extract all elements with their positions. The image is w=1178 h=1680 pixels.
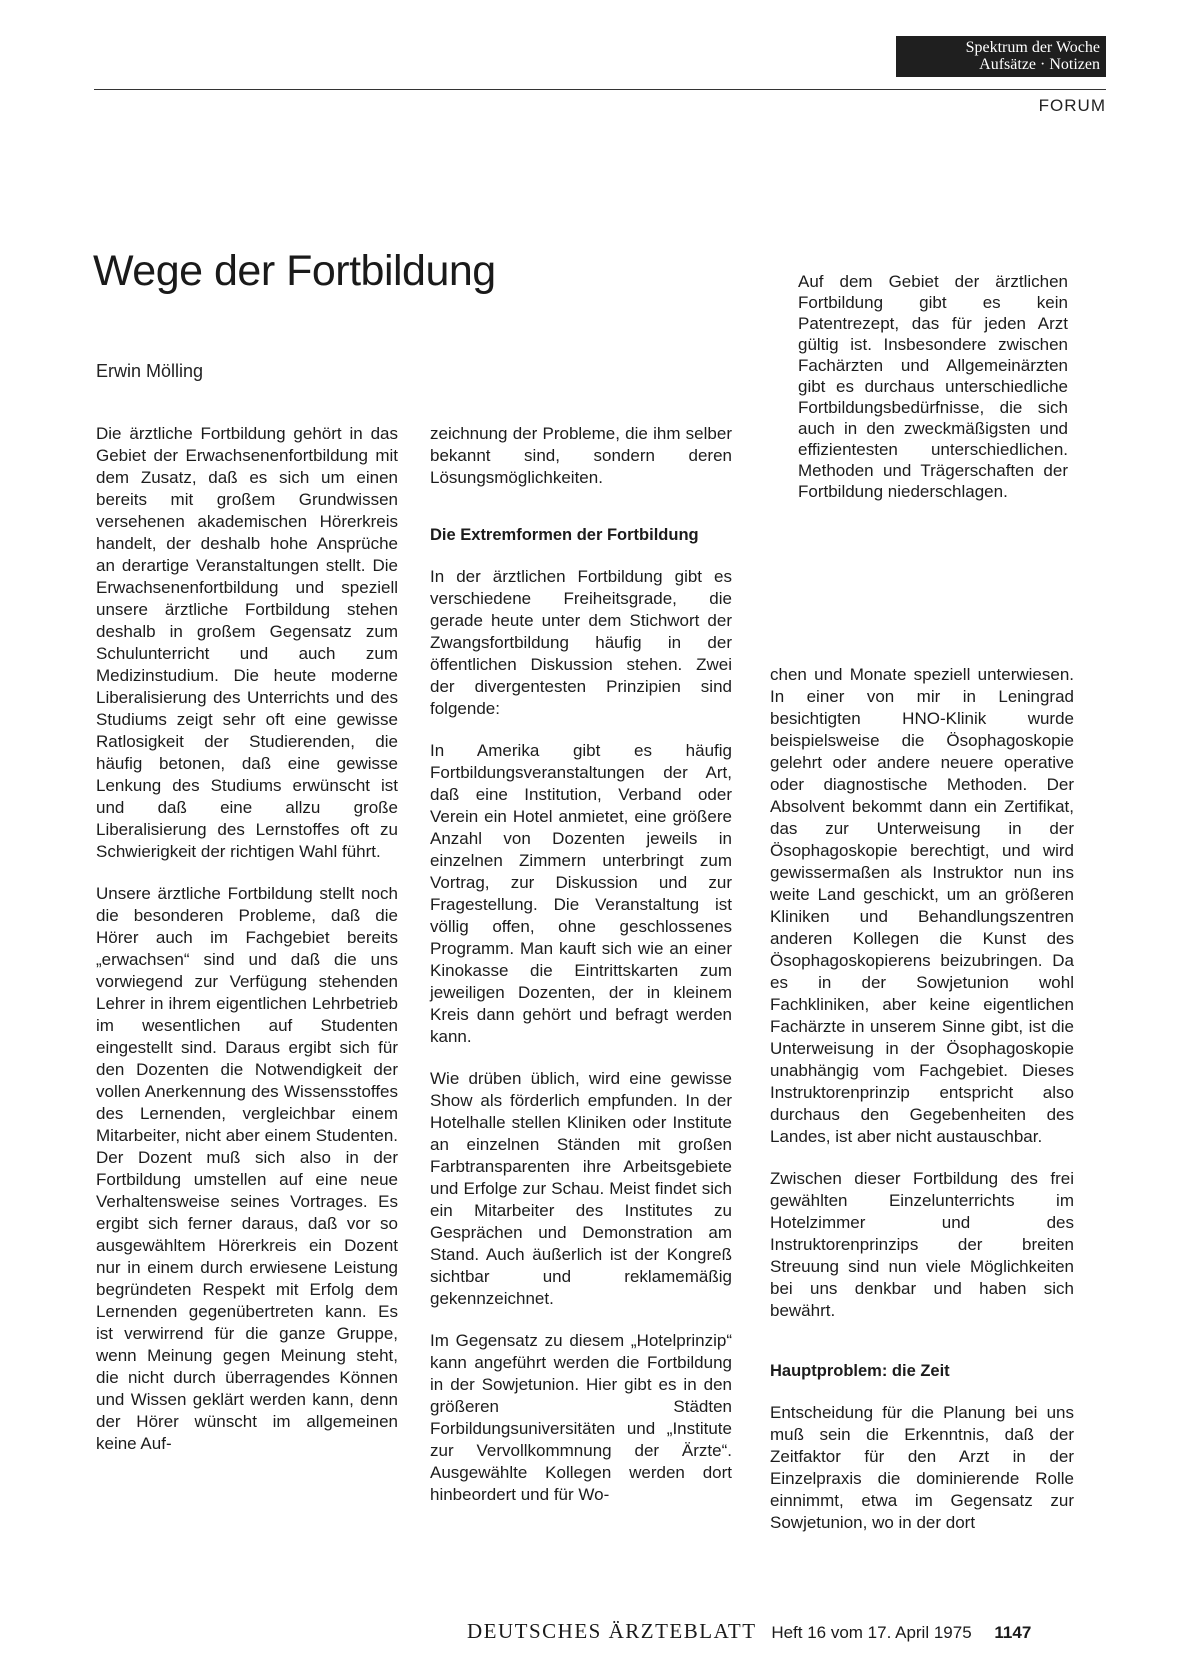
journal-name: DEUTSCHES ÄRZTEBLATT — [467, 1619, 757, 1643]
column-1 — [96, 423, 398, 1455]
paragraph: Entscheidung für die Planung bei uns muß sein die Erkenntnis, daß der Zeitfaktor für den Arzt in der Einzelpraxis die dominierende Rolle einnimmt, etwa im Gegensatz zur Sowjetunion, wo in der dort — [770, 1403, 1074, 1532]
header-rule — [94, 89, 1106, 90]
paragraph: Die ärztliche Fortbildung gehört in das Gebiet der Erwachsenenfortbildung mit dem Zusatz, daß es sich um einen bereits mit großem Grundwissen versehenen akademischen Hörerkreis handelt, der deshalb hohe Ansprüche an derartige Veranstaltungen stellt. Die Erwachsenenfortbildung und speziell unsere ärztliche Fortbildung stehen deshalb in großem Gegensatz zum Schulunterricht und auch zum Medizinstudium. Die heute moderne Liberalisierung des Unterrichts und des Studiums zeigt sehr oft eine gewisse Ratlosigkeit der Studierenden, die häufig betonen, daß eine gewisse Lenkung des Studiums erwünscht ist und daß eine allzu große Liberalisierung des Lernstoffes oft zu Schwierigkeit der richtigen Wahl führt. — [96, 424, 398, 861]
paragraph: Zwischen dieser Fortbildung des frei gewählten Einzelunterrichts im Hotelzimmer und des Instruktorenprinzips der breiten Streuung sind nun viele Möglichkeiten bei uns denkbar und haben sich bewährt. — [770, 1169, 1074, 1320]
paragraph: chen und Monate speziell unterwiesen. In einer von mir in Leningrad besichtigten HNO-Klinik wurde beispielsweise die Ösophagoskopie gelehrt oder andere neuere operative oder diagnostische Methoden. Der Absolvent bekommt dann ein Zertifikat, das zur Unterweisung in der Ösophagoskopie berechtigt, und wird gewissermaßen als Instruktor nun ins weite Land geschickt, um an größeren Kliniken und Behandlungszentren anderen Kollegen die Kunst des Ösophagoskopierens beizubringen. Da es in der Sowjetunion wohl Fachkliniken, aber keine eigentlichen Fachärzte in unserem Sinne gibt, ist die Unterweisung in der Ösophagoskopie unabhängig vom Fachgebiet. Dieses Instruktorenprinzip entspricht also durchaus den Gegebenheiten des Landes, ist aber nicht austauschbar. — [770, 665, 1074, 1146]
section-tag — [896, 36, 1106, 77]
article-author: Erwin Mölling — [96, 361, 204, 381]
page-footer — [467, 1619, 1031, 1644]
intro-box — [798, 271, 1068, 502]
paragraph: Wie drüben üblich, wird eine gewisse Show als förderlich empfunden. In der Hotelhalle stellen Kliniken oder Institute an einzelnen Ständen mit großen Farbtransparenten ihre Arbeitsgebiete und Erfolge zur Schau. Meist findet sich ein Mitarbeiter des Institutes zu Gesprächen und Demonstration am Stand. Auch äußerlich ist der Kongreß sichtbar und reklamemäßig gekennzeichnet. — [430, 1069, 732, 1308]
column-2 — [430, 423, 732, 1506]
paragraph: In Amerika gibt es häufig Fortbildungsveranstaltungen der Art, daß eine Institution, Verband oder Verein ein Hotel anmietet, eine größere Anzahl von Dozenten jeweils in einzelnen Zimmern unterbringt zum Vortrag, zur Diskussion und zur Fragestellung. Die Veranstaltung ist völlig offen, ohne geschlossenes Programm. Man kauft sich wie an einer Kinokasse die Eintrittskarten zum jeweiligen Dozenten, der in kleinem Kreis dann gehört und befragt werden kann. — [430, 741, 732, 1046]
paragraph: In der ärztlichen Fortbildung gibt es verschiedene Freiheitsgrade, die gerade heute unter dem Stichwort der Zwangsfortbildung häufig in der öffentlichen Diskussion stehen. Zwei der divergentesten Prinzipien sind folgende: — [430, 567, 732, 718]
paragraph: Unsere ärztliche Fortbildung stellt noch die besonderen Probleme, daß die Hörer auch im Fachgebiet bereits „erwachsen“ sind und daß die uns vorwiegend zur Verfügung stehenden Lehrer in ihrem eigentlichen Lehrbetrieb im wesentlichen auf Studenten eingestellt sind. Daraus ergibt sich für den Dozenten die Notwendigkeit der vollen Anerkennung des Wissensstoffes des Lernenden, vergleichbar einem Mitarbeiter, nicht aber einem Studenten. Der Dozent muß sich also in der Fortbildung umstellen auf eine neue Verhaltensweise seines Vortrages. Es ergibt sich ferner daraus, daß vor so ausgewähltem Hörerkreis ein Dozent nur in einem durch erwiesene Leistung begründeten Respekt mit Erfolg dem Lernenden gegenübertreten kann. Es ist verwirrend für die ganze Gruppe, wenn Meinung gegen Meinung steht, die nicht durch überragendes Können und Wissen geklärt werden kann, denn der Hörer wünscht im allgemeinen keine Auf- — [96, 884, 398, 1453]
issue-info: Heft 16 vom 17. April 1975 — [771, 1623, 972, 1642]
paragraph: Im Gegensatz zu diesem „Hotelprinzip“ kann angeführt werden die Fortbildung in der Sowjetunion. Hier gibt es in den größeren Städten Forbildungsuniversitäten und „Institute zur Vervollkommnung der Ärzte“. Ausgewählte Kollegen werden dort hinbeordert und für Wo- — [430, 1331, 732, 1504]
article-title: Wege der Fortbildung — [93, 247, 496, 295]
page-number: 1147 — [994, 1623, 1032, 1642]
paragraph: zeichnung der Probleme, die ihm selber bekannt sind, sondern deren Lösungsmöglichkeiten. — [430, 424, 732, 487]
section-heading: Hauptproblem: die Zeit — [770, 1362, 950, 1380]
column-3 — [770, 664, 1074, 1534]
section-tag-line1: Spektrum der Woche — [965, 39, 1100, 56]
category-label: FORUM — [1038, 96, 1106, 115]
section-heading: Die Extremformen der Fortbildung — [430, 526, 699, 544]
intro-text: Auf dem Gebiet der ärztlichen Fortbildung gibt es kein Patentrezept, das für jeden Arzt gültig ist. Insbesondere zwischen Fachärzten und Allgemeinärzten gibt es durchaus unterschiedliche Fortbildungsbedürfnisse, die sich auch in den zweckmäßigsten und effizientesten unterschiedlichen. Methoden und Trägerschaften der Fortbildung niederschlagen. — [798, 272, 1068, 501]
section-tag-line2: Aufsätze · Notizen — [979, 56, 1100, 73]
